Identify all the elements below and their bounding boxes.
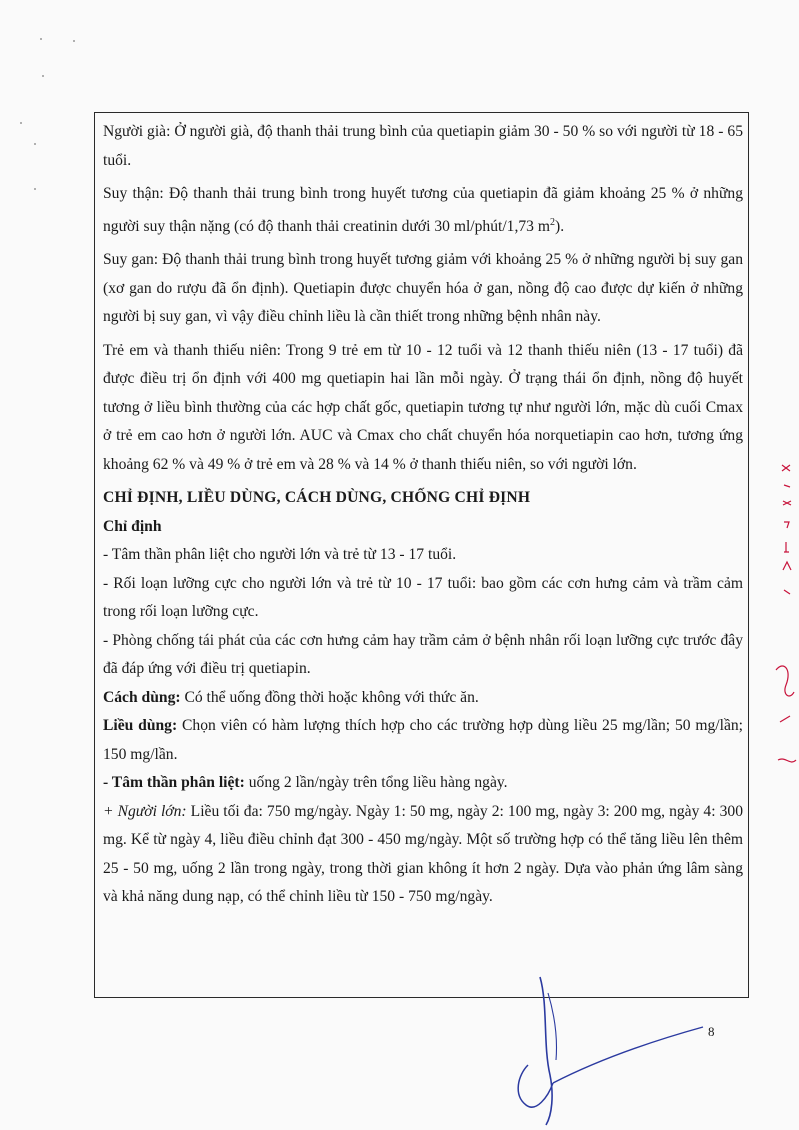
subheading-indication: Chỉ định [103, 517, 162, 535]
scan-speck [34, 143, 36, 145]
scan-speck [40, 38, 42, 40]
document-body [103, 118, 743, 912]
indication-item: - Rối loạn lưỡng cực cho người lớn và trẻ từ 10 - 17 tuổi: bao gồm các cơn hưng cảm và trầm cảm trong rối loạn lưỡng cực. [103, 574, 743, 621]
section-heading: CHỈ ĐỊNH, LIỀU DÙNG, CÁCH DÙNG, CHỐNG CHỈ ĐỊNH [103, 489, 531, 507]
paragraph-hepatic: Suy gan: Độ thanh thải trung bình trong huyết tương giảm với khoảng 25 % ở những người bị suy gan (xơ gan do rượu đã ổn định). Quetiapin được chuyển hóa ở gan, nồng độ cao được dự kiến ở những người bị suy gan, vì vậy điều chỉnh liều là cần thiết trong những bệnh nhân này. [103, 251, 743, 326]
stamp-edge [772, 460, 799, 780]
paragraph-usage: Cách dùng: Có thể uống đồng thời hoặc không với thức ăn. [103, 688, 479, 706]
paragraph-schizophrenia: - Tâm thần phân liệt: uống 2 lần/ngày trên tổng liều hàng ngày. [103, 774, 508, 792]
page-number: 8 [708, 1024, 715, 1039]
paragraph-dosage: Liều dùng: Chọn viên có hàm lượng thích hợp cho các trường hợp dùng liều 25 mg/lần; 50 mg/lần; 150 mg/lần. [103, 717, 744, 763]
paragraph-elderly: Người già: Ở người già, độ thanh thải trung bình của quetiapin giảm 30 - 50 % so với người từ 18 - 65 tuổi. [103, 123, 743, 169]
paragraph-renal: Suy thận: Độ thanh thải trung bình trong huyết tương của quetiapin đã giảm khoảng 25 % ở những người suy thận nặng (có độ thanh thải creatinin dưới 30 ml/phút/1,73 $m^2$). [103, 185, 743, 235]
scan-speck [73, 40, 75, 42]
paragraph-children: Trẻ em và thanh thiếu niên: Trong 9 trẻ em từ 10 - 12 tuổi và 12 thanh thiếu niên (13 - 17 tuổi) đã được điều trị ổn định với 400 mg quetiapin hai lần mỗi ngày. Ở trạng thái ổn định, nồng độ huyết tương ở liều bình thường của các hợp chất gốc, quetiapin tương tự như người lớn, mặc dù cuối Cmax ở trẻ em cao hơn ở người lớn. AUC và Cmax cho chất chuyển hóa norquetiapin cao hơn, tương ứng khoảng 62 % và 49 % ở trẻ em và 28 % và 14 % ở thanh thiếu niên, so với người lớn. [103, 341, 744, 473]
scan-speck [42, 75, 44, 77]
indication-item: - Phòng chống tái phát của các cơn hưng cảm hay trầm cảm ở bệnh nhân rối loạn lưỡng cực trước đây đã đáp ứng với điều trị quetiapin. [103, 631, 743, 678]
scan-speck [34, 188, 36, 190]
indication-item: - Tâm thần phân liệt cho người lớn và trẻ từ 13 - 17 tuổi. [103, 546, 457, 564]
signature [508, 965, 708, 1130]
scan-speck [20, 122, 22, 124]
paragraph-adult-dose: + Người lớn: Liều tối đa: 750 mg/ngày. Ngày 1: 50 mg, ngày 2: 100 mg, ngày 3: 200 mg, ngày 4: 300 mg. Kể từ ngày 4, liều điều chỉnh đạt 300 - 450 mg/ngày. Một số trường hợp có thể tăng liều lên thêm 25 - 50 mg, uống 2 lần trong ngày, trong thời gian không ít hơn 2 ngày. Dựa vào phản ứng lâm sàng và khả năng dung nạp, có thể chỉnh liều từ 150 - 750 mg/ngày. [103, 802, 743, 906]
